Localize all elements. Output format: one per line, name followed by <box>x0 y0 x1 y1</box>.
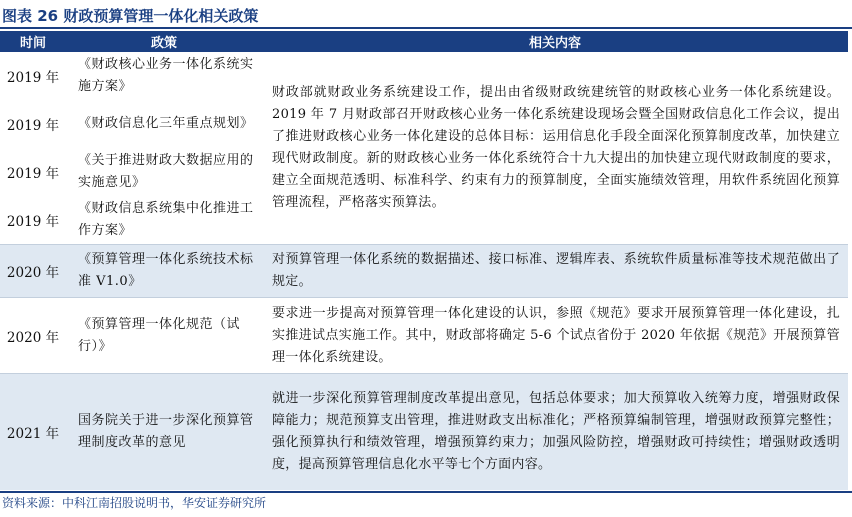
policy-cell <box>66 52 262 245</box>
policy-title: 《关于推进财政大数据应用的实施意见》 <box>78 153 254 190</box>
policy-content: 财政部就财政业务系统建设工作，提出由省级财政统建统管的财政核心业务一体化系统建设。2019 年 7 月财政部召开财政核心业务一体化系统建设现场会暨全国财政信息化工作会议，提出了推进财政核心业务一体化建设的总体目标：运用信息化手段全面深化预算制度改革，加快建立现代财政制度。新的财政核心业务一体化系统符合十九大提出的加快建立现代财政制度的要求，建立全面规范透明、标准科学、约束有力的预算制度，全面实施绩效管理，用软件系统固化预算管理流程，严格落实预算法。 <box>272 85 840 210</box>
table-row-2021 <box>0 374 848 490</box>
year-cell <box>0 298 66 374</box>
header-content: 相关内容 <box>262 31 848 52</box>
policy-title: 《财政核心业务一体化系统实施方案》 <box>78 57 254 94</box>
policy-table <box>0 31 848 490</box>
year-label: 2019 年 <box>6 166 60 182</box>
year-cell <box>0 52 66 245</box>
policy-title: 国务院关于进一步深化预算管理制度改革的意见 <box>78 412 254 450</box>
policy-content: 对预算管理一体化系统的数据描述、接口标准、逻辑库表、系统软件质量标准等技术规范做出了规定。 <box>272 252 840 289</box>
policy-content: 要求进一步提高对预算管理一体化建设的认识，参照《规范》要求开展预算管理一体化建设，扎实推进试点实施工作。其中，财政部将确定 5-6 个试点省份于 2020 年依据《规范》开展预算管理一体化系统建设。 <box>272 305 840 365</box>
table-row-2020-b <box>0 298 848 374</box>
year-label: 2021 年 <box>6 425 60 442</box>
content-cell <box>262 245 848 298</box>
policy-title: 《预算管理一体化规范（试行）》 <box>78 316 241 354</box>
policy-title: 《预算管理一体化系统技术标准 V1.0》 <box>78 252 254 289</box>
content-cell <box>262 298 848 374</box>
policy-content: 就进一步深化预算管理制度改革提出意见，包括总体要求；加大预算收入统筹力度，增强财政保障能力；规范预算支出管理，推进财政支出标准化；严格预算编制管理，增强财政预算完整性；强化预算执行和绩效管理，增强预算约束力；加强风险防控，增强财政可持续性；增强财政透明度，提高预算管理信息化水平等七个方面内容。 <box>272 390 840 472</box>
year-label: 2020 年 <box>6 265 60 281</box>
content-cell <box>262 52 848 245</box>
policy-cell <box>66 245 262 298</box>
figure-title: 图表 26 财政预算管理一体化相关政策 <box>0 3 852 29</box>
content-cell <box>262 374 848 490</box>
year-cell <box>0 374 66 490</box>
policy-cell <box>66 298 262 374</box>
year-label: 2020 年 <box>6 329 60 346</box>
table-header-row <box>0 31 848 52</box>
table-row-2019 <box>0 52 848 245</box>
year-label: 2019 年 <box>6 118 60 134</box>
policy-cell <box>66 374 262 490</box>
policy-title: 《财政信息化三年重点规划》 <box>78 116 254 131</box>
table-row-2020-a <box>0 245 848 298</box>
year-cell <box>0 245 66 298</box>
source-note: 资料来源：中科江南招股说明书，华安证券研究所 <box>0 491 852 511</box>
year-label: 2019 年 <box>6 70 60 86</box>
header-policy: 政策 <box>66 31 262 52</box>
header-time: 时间 <box>0 31 66 52</box>
year-label: 2019 年 <box>6 214 60 230</box>
policy-title: 《财政信息系统集中化推进工作方案》 <box>78 201 254 238</box>
